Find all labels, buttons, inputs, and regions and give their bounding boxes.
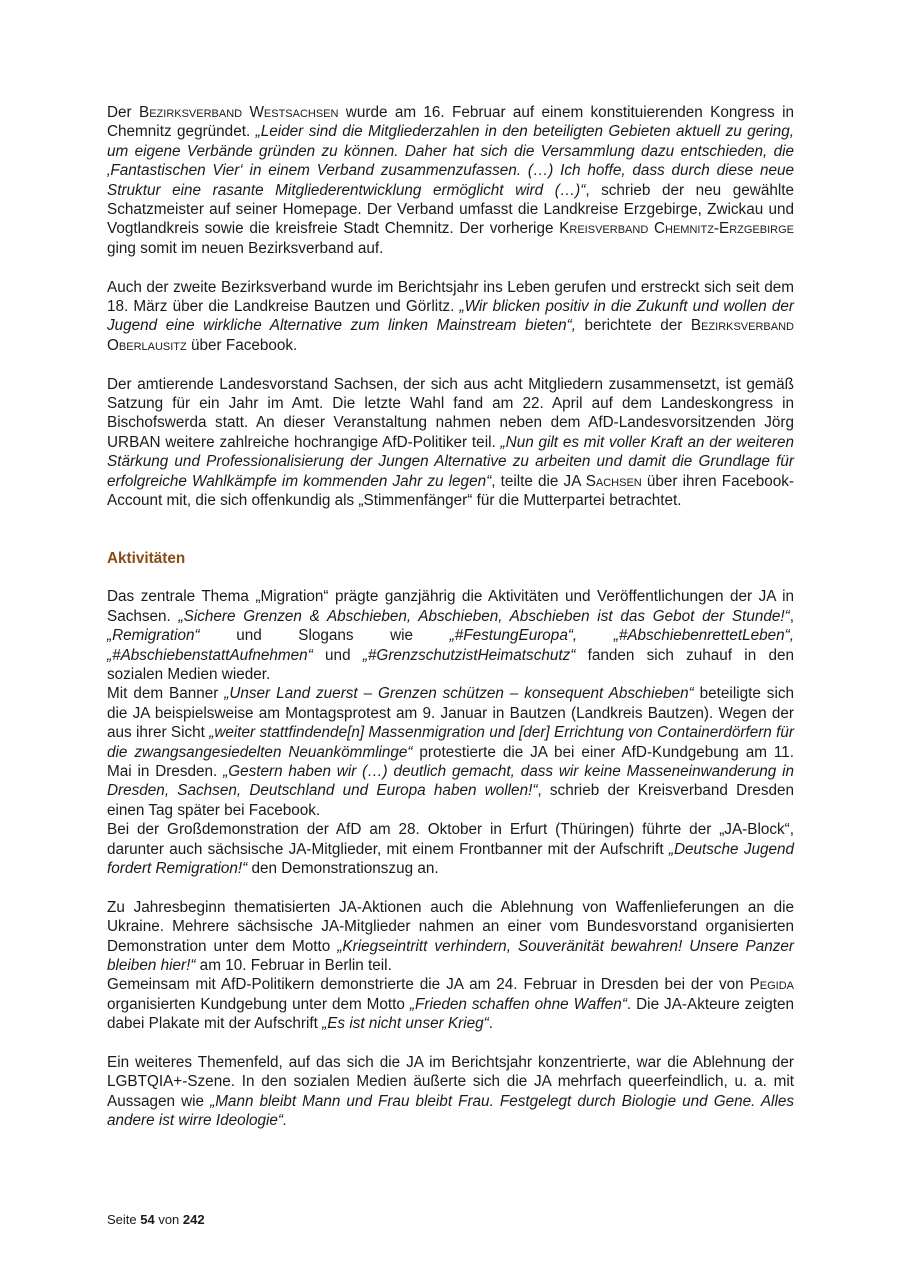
text: Zu Jahresbeginn thematisierten JA-Aktionen auch die Ablehnung von Waffenlieferungen an die Ukraine. Mehrere sächsische JA-Mitglieder nahmen an einer vom Bundesvorstand organisierten Demonstration unter dem Motto	[107, 898, 794, 955]
quote: „Leider sind die Mitgliederzahlen in den beteiligten Gebieten aktuell zu gering, um eigene Verbände gründen zu können. Daher hat sich die Versammlung dazu entschieden, die ‚Fantastischen Vier‘ in einem Verband zusammenzufassen. (…) Ich hoffe, dass durch diese neue Struktur eine rasante Mitgliederentwicklung ermöglicht wird (…)“	[107, 123, 794, 199]
quote: „Mann bleibt Mann und Frau bleibt Frau. Festgelegt durch Biologie und Gene. Alles andere ist wirre Ideologie“.	[107, 1092, 794, 1130]
quote: „Kriegseintritt verhindern, Souveränität bewahren! Unsere Panzer bleiben hier!“	[107, 937, 794, 974]
text: ,	[789, 607, 795, 625]
text: berichtete der	[575, 317, 691, 335]
text: fanden sich zuhauf in den sozialen Medien wieder.	[107, 646, 794, 683]
quote: „Es ist nicht unser Krieg“	[322, 1015, 489, 1033]
quote: „Remigration“	[107, 627, 200, 645]
footer-text: von	[154, 1212, 183, 1227]
paragraph-ukraine	[107, 898, 794, 976]
org-name: Bezirksverband Oberlausitz	[107, 317, 794, 354]
text: und Slogans wie	[199, 627, 450, 645]
text: am 10. Februar in Berlin teil.	[195, 957, 392, 974]
paragraph-landesvorstand	[107, 375, 794, 511]
quote: „Nun gilt es mit voller Kraft an der weiteren Stärkung und Professionalisierung der Jungen Alternative zu arbeiten und damit die Grundlage für erfolgreiche Wahlkämpfe im kommenden Jahr zu legen“	[107, 433, 794, 490]
text: Der	[107, 104, 139, 121]
paragraph-westsachsen	[107, 103, 794, 258]
quote: „Gestern haben wir (…) deutlich gemacht, dass wir keine Masseneinwanderung in Dresden, Sachsen, Deutschland und Europa haben wollen!“	[107, 762, 794, 800]
paragraph-oberlausitz	[107, 278, 794, 356]
text: Der amtierende Landesvorstand Sachsen, der sich aus acht Mitgliedern zusammensetzt, ist gemäß Satzung für ein Jahr im Amt. Die letzte Wahl fand am 22. April auf dem Landeskongress in Bischofswerda statt. An dieser Veranstaltung nahmen neben dem AfD-Landesvorsitzenden Jörg URBAN weitere zahlreiche hochrangige AfD-Politiker teil.	[107, 375, 794, 451]
document-body	[107, 103, 794, 1131]
org-name: Kreisverband Chemnitz-Erzgebirge	[559, 220, 794, 238]
text: und	[312, 646, 363, 664]
text: .	[488, 1015, 493, 1033]
text: organisierten Kundgebung unter dem Motto	[107, 995, 410, 1013]
quote: „Unser Land zuerst – Grenzen schützen – konsequent Abschieben“	[224, 685, 694, 703]
quote: „weiter stattfindende[n] Massenmigration und [der] Errichtung von Containerdörfern für die zwangsangesiedelten Neuankömmlinge“	[107, 724, 794, 761]
quote: „Wir blicken positiv in die Zukunft und wollen der Jugend eine wirkliche Alternative zum linken Mainstream bieten“,	[107, 298, 794, 335]
text: über Facebook.	[186, 336, 298, 354]
section-heading-aktivitaeten: Aktivitäten	[107, 549, 186, 567]
text: protestierte die JA bei einer AfD-Kundgebung am 11. Mai in Dresden.	[107, 743, 794, 780]
quote: „Frieden schaffen ohne Waffen“	[409, 995, 627, 1013]
org-name: Pegida	[749, 976, 794, 994]
org-name: Sachsen	[585, 472, 642, 490]
text: , schrieb der neu gewählte Schatzmeister auf seiner Homepage. Der Verband umfasst die Landkreise Erzgebirge, Zwickau und Vogtlandkreis sowie die kreisfreie Stadt Chemnitz. Der vorherige	[107, 181, 794, 238]
text: wurde am 16. Februar auf einem konstituierenden Kongress in Chemnitz gegründet.	[107, 104, 795, 141]
text: über ihren Facebook-Account mit, die sich offenkundig als „Stimmenfänger“ für die Mutterpartei betrachtet.	[107, 472, 795, 510]
text: . Die JA-Akteure zeigten dabei Plakate mit der Aufschrift	[107, 995, 795, 1033]
footer-text: Seite	[107, 1212, 141, 1227]
text: Mit dem Banner	[107, 685, 225, 703]
text: Auch der zweite Bezirksverband wurde im Berichtsjahr ins Leben gerufen und erstreckt sich seit dem 18. März über die Landkreise Bautzen und Görlitz.	[107, 278, 794, 316]
page-footer	[107, 1212, 205, 1227]
page-total: 242	[182, 1212, 205, 1227]
text: , schrieb der Kreisverband Dresden einen Tag später bei Facebook.	[107, 782, 794, 819]
quote: „#GrenzschutzistHeimatschutz“	[362, 646, 576, 664]
text: beteiligte sich die JA beispielsweise am Montagsprotest am 9. Januar in Bautzen (Landkreis Bautzen). Wegen der aus ihrer Sicht	[107, 685, 795, 742]
text: ging somit im neuen Bezirksverband auf.	[107, 239, 384, 257]
text: Das zentrale Thema „Migration“ prägte ganzjährig die Aktivitäten und Veröffentlichungen der JA in Sachsen.	[107, 588, 794, 625]
text: , teilte die JA	[491, 472, 586, 490]
paragraph-migration	[107, 587, 794, 684]
text: Bei der Großdemonstration der AfD am 28. Oktober in Erfurt (Thüringen) führte der „JA-Block“, darunter auch sächsische JA-Mitglieder, mit einem Frontbanner mit der Aufschrift	[107, 821, 794, 858]
page-number: 54	[140, 1212, 155, 1227]
text: den Demonstrationszug an.	[247, 859, 439, 877]
quote: „Deutsche Jugend fordert Remigration!“	[107, 840, 795, 877]
paragraph-erfurt	[107, 820, 794, 878]
quote: „Sichere Grenzen & Abschieben, Abschieben, Abschieben ist das Gebot der Stunde!“	[178, 607, 790, 625]
org-name: Bezirksverband Westsachsen	[139, 104, 339, 121]
text: Gemeinsam mit AfD-Politikern demonstrierte die JA am 24. Februar in Dresden bei der von	[107, 976, 750, 994]
quote: „#FestungEuropa“, „#AbschiebenrettetLeben“, „#AbschiebenstattAufnehmen“	[107, 627, 795, 664]
text: Ein weiteres Themenfeld, auf das sich die JA im Berichtsjahr konzentrierte, war die Ablehnung der LGBTQIA+-Szene. In den sozialen Medien äußerte sich die JA mehrfach queerfeindlich, u. a. mit Aussagen wie	[107, 1054, 794, 1110]
paragraph-banner	[107, 684, 794, 820]
paragraph-lgbtqia	[107, 1053, 794, 1131]
paragraph-pegida	[107, 975, 794, 1033]
